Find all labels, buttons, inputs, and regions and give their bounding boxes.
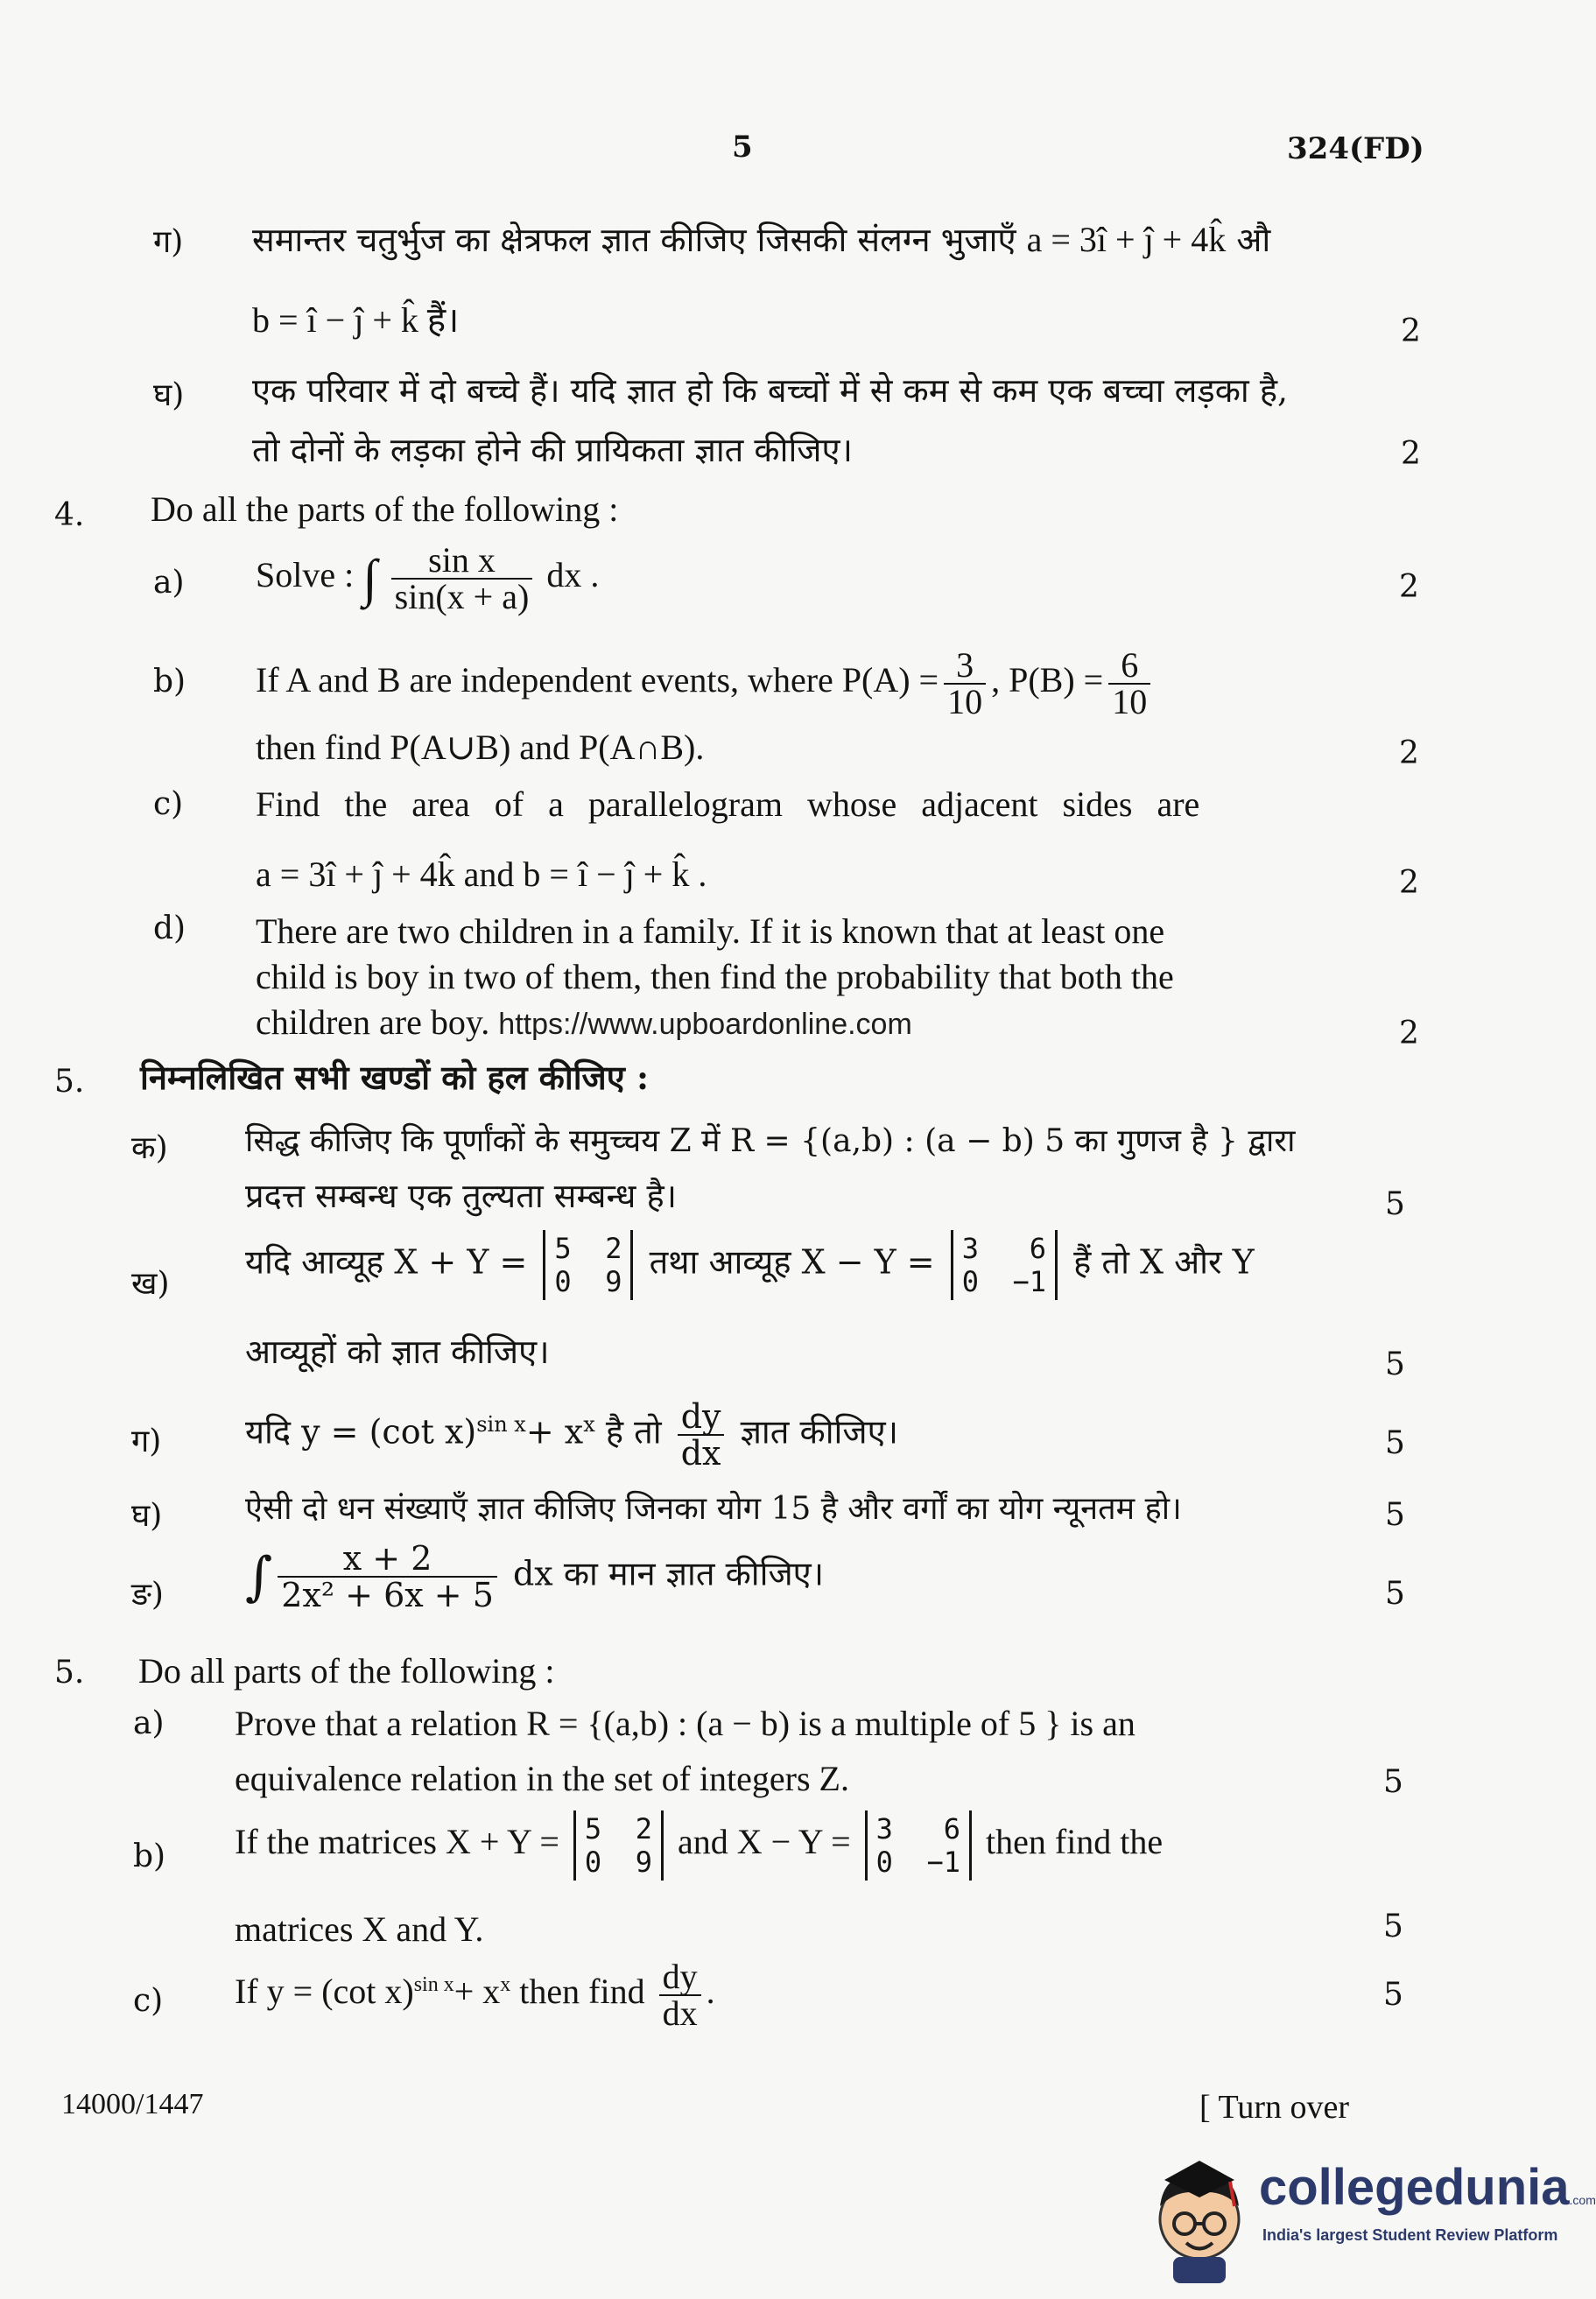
logo-tagline: India's largest Student Review Platform: [1262, 2226, 1558, 2244]
q4a-fraction: [391, 540, 533, 616]
q5e-a-label: a): [133, 1705, 165, 1741]
q3-ga-vector-a: a = 3î + ĵ + 4k̂: [1026, 220, 1227, 259]
q5e-a-line1: Prove that a relation R = {(a,b) : (a − b) is a multiple of 5 } is an: [235, 1704, 1135, 1743]
logo-name: collegedunia: [1259, 2159, 1570, 2216]
q5h-kha-t2: तथा आव्यूह X − Y =: [649, 1242, 935, 1282]
matrix-row: 5 2: [584, 1812, 652, 1846]
matrix-row: 0 −1: [875, 1846, 960, 1879]
q5h-nga-num: x + 2: [278, 1541, 497, 1578]
matrix-x-minus-y: [865, 1810, 972, 1881]
q4b-pb-den: 10: [1112, 682, 1148, 721]
q5h-kha-t3: हैं तो X और Y: [1073, 1242, 1255, 1282]
q5h-ga-t4: ज्ञात कीजिए।: [740, 1412, 898, 1452]
q5h-kha-line1: [245, 1230, 1255, 1300]
q5e-c-label: c): [133, 1983, 164, 2019]
q5e-b-line2: matrices X and Y.: [235, 1909, 484, 1949]
q3-ga-tail: औ: [1236, 221, 1271, 259]
q3-gha-label: घ): [153, 377, 185, 413]
q5h-ga-line1: [245, 1399, 898, 1471]
matrix-row: 0 9: [584, 1846, 652, 1879]
q5h-ga-num: dy: [678, 1399, 725, 1436]
q4d-line1: There are two children in a family. If it is known that at least one: [256, 911, 1165, 951]
dy-dx-fraction: [678, 1399, 725, 1471]
q3-gha-line1: एक परिवार में दो बच्चे हैं। यदि ज्ञात हो कि बच्चों में से कम से कम एक बच्चा लड़का है,: [252, 371, 1289, 410]
q4b-line1: [256, 645, 1156, 721]
integral-symbol: ∫: [362, 549, 377, 608]
q5e-c-marks: 5: [1383, 1977, 1403, 2013]
q5h-kha-label: ख): [131, 1266, 170, 1302]
q4b-text: If A and B are independent events, where: [256, 660, 833, 700]
q5h-ka-line1: सिद्ध कीजिए कि पूर्णांकों के समुच्चय Z में R = {(a,b) : (a − b) 5 का गुणज है } द्वारा: [245, 1123, 1296, 1159]
q5h-gha-label: घ): [131, 1498, 163, 1534]
q5h-ga-sup2: x: [583, 1411, 595, 1437]
student-mascot-icon: [1147, 2154, 1252, 2285]
q4b-pb-num: 6: [1108, 648, 1150, 685]
turn-over: [ Turn over: [1199, 2089, 1350, 2126]
matrix-row: 0 −1: [961, 1265, 1047, 1298]
q5e-c-line1: [235, 1959, 715, 2031]
q4a-text: Solve :: [256, 555, 355, 595]
q4b-label: b): [153, 664, 186, 700]
q5h-nga-tail: dx का मान ज्ञात कीजिए।: [512, 1554, 825, 1593]
q3-ga-line2: b = î − ĵ + k̂ हैं।: [252, 300, 460, 340]
q4a-expr: [256, 540, 600, 616]
matrix-x-minus-y: [951, 1230, 1058, 1300]
matrix-row: 3 6: [875, 1812, 960, 1846]
q5e-b-t3: then find the: [986, 1822, 1164, 1862]
q5h-ga-t2: + x: [525, 1412, 584, 1452]
q4b-pa-num: 3: [944, 648, 986, 685]
q5h-number: 5.: [54, 1064, 85, 1100]
paper-code: 324(FD): [1287, 131, 1424, 166]
q5h-gha-line1: ऐसी दो धन संख्याएँ ज्ञात कीजिए जिनका योग 15 है और वर्गों का योग न्यूनतम हो।: [245, 1491, 1182, 1527]
q5h-ga-den: dx: [680, 1434, 721, 1473]
matrix-x-plus-y: [573, 1810, 664, 1881]
matrix-x-plus-y: [543, 1230, 633, 1300]
q5e-c-t3: then find: [519, 1972, 645, 2012]
q5e-c-sup2: x: [500, 1972, 511, 1996]
logo-suffix: .com: [1569, 2193, 1596, 2207]
q5e-c-den: dx: [662, 1993, 698, 2033]
q5h-nga-label: ङ): [131, 1577, 164, 1613]
q5e-number: 5.: [54, 1655, 85, 1691]
footer-code: 14000/1447: [61, 2088, 204, 2120]
q3-gha-line2: तो दोनों के लड़का होने की प्रायिकता ज्ञात कीजिए।: [252, 431, 853, 469]
q5e-c-t1: If y = (cot x): [235, 1972, 414, 2012]
q5e-b-t1: If the matrices X + Y =: [235, 1822, 559, 1862]
q5e-a-line2: equivalence relation in the set of integers Z.: [235, 1759, 849, 1798]
dy-dx-fraction: [659, 1959, 701, 2031]
q5h-nga-den: 2x² + 6x + 5: [281, 1576, 494, 1614]
q5h-ka-label: क): [131, 1130, 168, 1166]
q4a-den: sin(x + a): [394, 577, 530, 616]
q3-ga-line1: [252, 217, 1270, 263]
q4a-tail: dx .: [546, 555, 600, 595]
q4d-line2: child is boy in two of them, then find the probability that both the: [256, 957, 1174, 996]
q5e-c-sup: sin x: [413, 1972, 454, 1996]
matrix-row: 0 9: [554, 1265, 622, 1298]
q5h-ga-sup: sin x: [476, 1411, 526, 1437]
q5e-b-label: b): [133, 1838, 166, 1874]
q4b-marks: 2: [1399, 735, 1419, 771]
q5h-ga-t1: यदि y = (cot x): [245, 1412, 477, 1452]
integral-symbol: ∫: [245, 1546, 273, 1607]
q5h-nga-fraction: [278, 1541, 497, 1613]
q5h-ga-marks: 5: [1385, 1425, 1405, 1461]
q4b-pa-den: 10: [947, 682, 983, 721]
q5h-nga-line1: [245, 1541, 824, 1613]
q5h-kha-t1: यदि आव्यूह X + Y =: [245, 1242, 528, 1282]
collegedunia-logo: [1147, 2149, 1596, 2289]
matrix-row: 5 2: [554, 1232, 622, 1265]
q3-ga-marks: 2: [1401, 313, 1421, 349]
q3-gha-marks: 2: [1401, 436, 1421, 472]
q5h-kha-marks: 5: [1385, 1346, 1405, 1382]
q5e-b-t2: and X − Y =: [677, 1822, 851, 1862]
q4d-label: d): [153, 910, 186, 946]
q4c-line1: Find the area of a parallelogram whose adjacent sides are: [256, 784, 1200, 824]
q5e-b-line1: [235, 1810, 1163, 1881]
q5e-c-num: dy: [659, 1959, 701, 1996]
q5h-heading: निम्नलिखित सभी खण्डों को हल कीजिए :: [140, 1058, 650, 1097]
q4b-pb-fraction: [1108, 645, 1150, 721]
q5h-ka-marks: 5: [1385, 1186, 1405, 1222]
q5h-ga-label: ग): [131, 1424, 162, 1459]
q4a-label: a): [153, 565, 185, 601]
q4a-num: sin x: [391, 543, 533, 580]
q4d-line3: [256, 1002, 912, 1043]
q4-number: 4.: [54, 497, 85, 533]
q4c-label: c): [153, 786, 184, 822]
q4b-pa: P(A) =: [841, 660, 939, 700]
q3-ga-label: ग): [153, 224, 184, 260]
q5h-ga-t3: है तो: [605, 1412, 662, 1452]
q4c-marks: 2: [1399, 865, 1419, 901]
q5e-b-marks: 5: [1383, 1909, 1403, 1944]
q4d-marks: 2: [1399, 1016, 1419, 1051]
q5h-gha-marks: 5: [1385, 1497, 1405, 1533]
q5e-a-marks: 5: [1383, 1764, 1403, 1800]
q4a-marks: 2: [1399, 569, 1419, 605]
logo-wordmark: [1259, 2158, 1596, 2217]
q4b-pa-fraction: [944, 645, 986, 721]
page-number: 5: [732, 130, 753, 165]
matrix-row: 3 6: [961, 1232, 1047, 1265]
q5e-heading: Do all parts of the following :: [138, 1651, 555, 1691]
q5h-nga-marks: 5: [1385, 1576, 1405, 1612]
q4b-line2: then find P(A∪B) and P(A∩B).: [256, 728, 705, 767]
q3-ga-text: समान्तर चतुर्भुज का क्षेत्रफल ज्ञात कीजिए जिसकी संलग्न भुजाएँ: [252, 221, 1016, 259]
q5e-c-t4: .: [706, 1972, 715, 2012]
watermark-url: https://www.upboardonline.com: [498, 1008, 912, 1041]
q4c-line2: a = 3î + ĵ + 4k̂ and b = î − ĵ + k̂ .: [256, 854, 707, 894]
q5h-kha-line2: आव्यूहों को ज्ञात कीजिए।: [245, 1332, 550, 1371]
q4d-line3-text: children are boy.: [256, 1002, 490, 1042]
q4-heading: Do all the parts of the following :: [151, 489, 619, 529]
q4b-pb: , P(B) =: [991, 660, 1104, 700]
q5h-ka-line2: प्रदत्त सम्बन्ध एक तुल्यता सम्बन्ध है।: [245, 1177, 678, 1215]
q5e-c-t2: + x: [453, 1972, 501, 2012]
